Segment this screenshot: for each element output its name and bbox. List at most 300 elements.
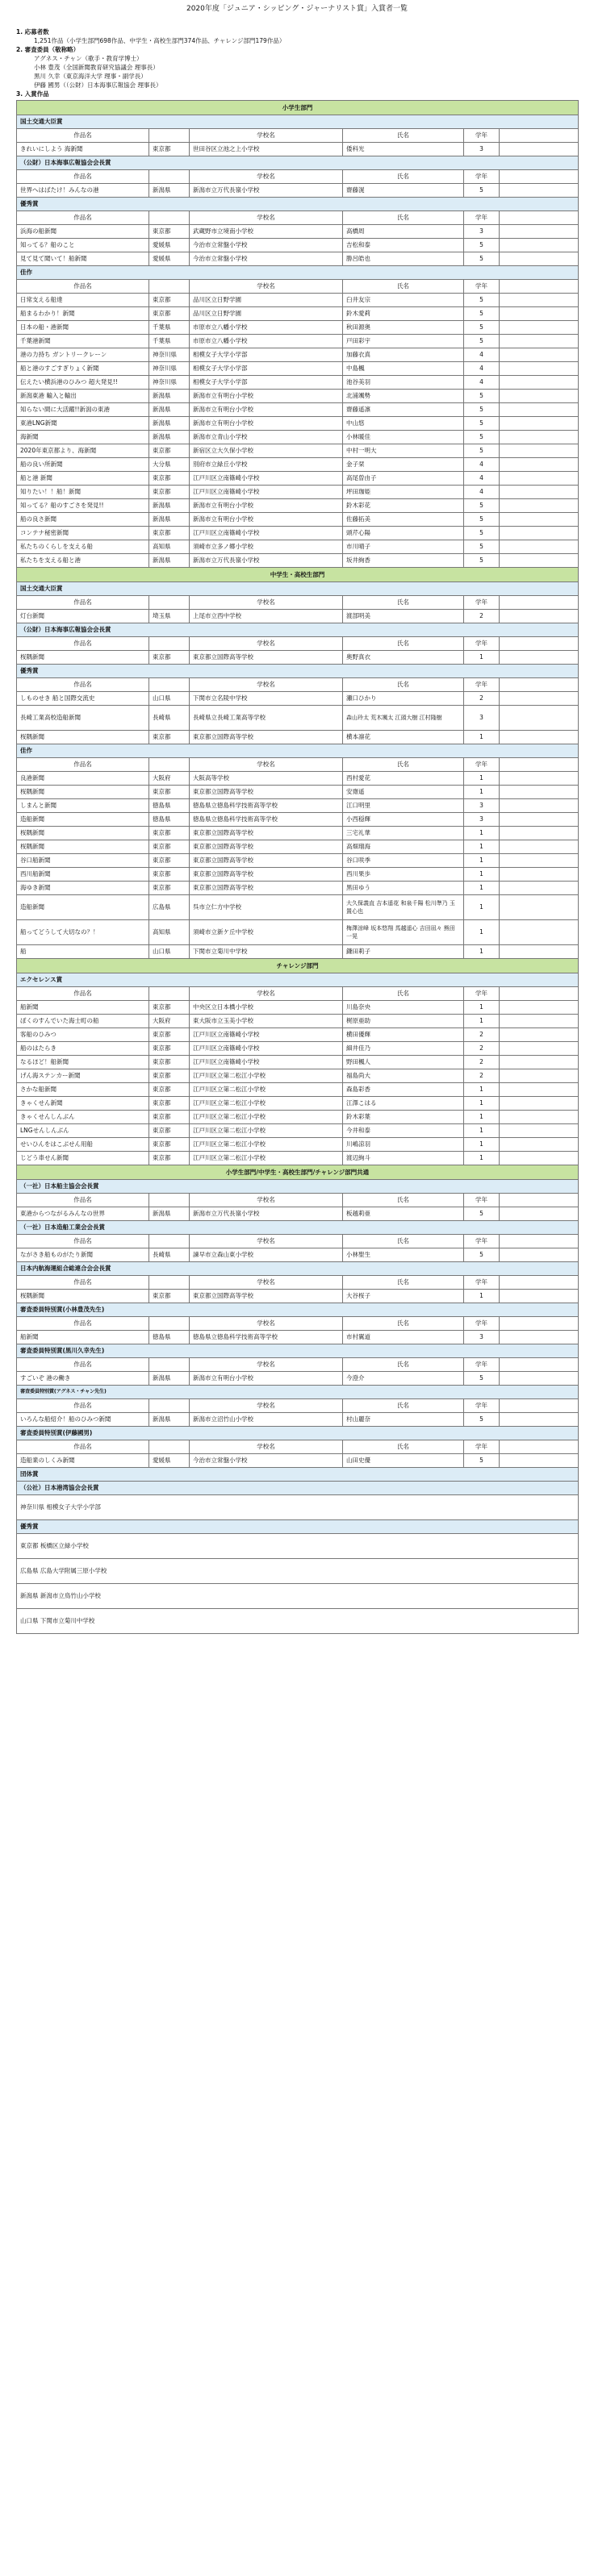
prefecture: 長崎県 <box>149 706 190 731</box>
grade: 5 <box>464 403 500 417</box>
division-title: 小学生部門 <box>17 101 579 115</box>
header-work: 作品名 <box>17 1399 149 1413</box>
student-name: 中山悠 <box>343 417 464 431</box>
entry-row <box>17 854 579 868</box>
prize-header-row <box>17 623 579 637</box>
blank-cell <box>500 376 579 390</box>
prefecture: 東京都 <box>149 1152 190 1165</box>
blank-cell <box>500 706 579 731</box>
grade: 2 <box>464 1069 500 1083</box>
grade: 4 <box>464 362 500 376</box>
column-header-row <box>17 637 579 651</box>
blank-cell <box>500 499 579 513</box>
header-name: 氏名 <box>343 129 464 143</box>
work-title: きれいにしよう 海新聞 <box>17 143 149 156</box>
grade: 1 <box>464 1001 500 1015</box>
column-header-row <box>17 170 579 184</box>
prefecture: 新潟県 <box>149 513 190 527</box>
school-name: 江戸川区立第二松江小学校 <box>190 1138 343 1152</box>
prefecture: 大阪府 <box>149 772 190 786</box>
blank-cell <box>500 1028 579 1042</box>
student-name: 野田楓人 <box>343 1056 464 1069</box>
header-grade: 学年 <box>464 129 500 143</box>
school-name: 江戸川区立第二松江小学校 <box>190 1111 343 1124</box>
header-name: 氏名 <box>343 1194 464 1207</box>
winners-table <box>16 100 579 1634</box>
blank-cell <box>500 540 579 554</box>
blank-cell <box>500 321 579 335</box>
grade: 1 <box>464 854 500 868</box>
division-title: チャレンジ部門 <box>17 959 579 973</box>
column-header-row <box>17 758 579 772</box>
entry-row <box>17 692 579 706</box>
blank-cell <box>500 882 579 895</box>
prize-title: （一社）日本船主協会会長賞 <box>17 1180 579 1194</box>
header-blank <box>500 987 579 1001</box>
prize-title: （公財）日本海事広報協会会長賞 <box>17 623 579 637</box>
student-name: 細井佳乃 <box>343 1042 464 1056</box>
entry-row <box>17 527 579 540</box>
school-name: 武蔵野市立境南小学校 <box>190 225 343 239</box>
student-name: 江澤こはる <box>343 1097 464 1111</box>
grade: 4 <box>464 472 500 486</box>
grade: 3 <box>464 706 500 731</box>
school-name: 上尾市立西中学校 <box>190 610 343 623</box>
blank-cell <box>500 1413 579 1427</box>
header-grade: 学年 <box>464 596 500 610</box>
group-entry-row <box>17 1559 579 1584</box>
prefecture: 新潟県 <box>149 390 190 403</box>
blank-cell <box>500 390 579 403</box>
header-name: 氏名 <box>343 1440 464 1454</box>
header-blank <box>500 1358 579 1372</box>
header-prefecture <box>149 1317 190 1331</box>
blank-cell <box>500 945 579 959</box>
school-name: 東京都立国際高等学校 <box>190 854 343 868</box>
student-name: 中島楓 <box>343 362 464 376</box>
header-grade: 学年 <box>464 1235 500 1248</box>
header-work: 作品名 <box>17 1276 149 1290</box>
prize-title: 国土交通大臣賞 <box>17 582 579 596</box>
grade: 5 <box>464 554 500 568</box>
prize-header-row <box>17 156 579 170</box>
entry-row <box>17 1001 579 1015</box>
header-blank <box>500 1317 579 1331</box>
student-name: 北浦颯勢 <box>343 390 464 403</box>
work-title: 桜隅新聞 <box>17 731 149 744</box>
school-name: 新潟市立有明台小学校 <box>190 417 343 431</box>
header-school: 学校名 <box>190 1194 343 1207</box>
school-name: 中央区立日本橋小学校 <box>190 1001 343 1015</box>
work-title: きゃくせんしんぶん <box>17 1111 149 1124</box>
entry-row <box>17 458 579 472</box>
blank-cell <box>500 840 579 854</box>
prize-title: 審査委員特別賞(アグネス・チャン先生) <box>17 1386 579 1399</box>
school-name: 江戸川区立南篠崎小学校 <box>190 527 343 540</box>
school-name: 東京都立国際高等学校 <box>190 840 343 854</box>
entry-row <box>17 1056 579 1069</box>
student-name: 高橋周 <box>343 225 464 239</box>
header-grade: 学年 <box>464 637 500 651</box>
header-name: 氏名 <box>343 596 464 610</box>
prize-header-row <box>17 744 579 758</box>
blank-cell <box>500 920 579 945</box>
prize-header-row <box>17 1221 579 1235</box>
entry-row <box>17 1290 579 1303</box>
entry-row <box>17 143 579 156</box>
school-name: 東京都立国際高等学校 <box>190 1290 343 1303</box>
prefecture: 東京都 <box>149 1069 190 1083</box>
blank-cell <box>500 854 579 868</box>
group-award-header-row <box>17 1468 579 1482</box>
header-name: 氏名 <box>343 170 464 184</box>
entry-row <box>17 307 579 321</box>
school-name: 相模女子大学小学部 <box>190 376 343 390</box>
school-name: 新潟市立万代長嶺小学校 <box>190 1207 343 1221</box>
prefecture: 東京都 <box>149 731 190 744</box>
entry-row <box>17 239 579 252</box>
school-name: 大阪高等学校 <box>190 772 343 786</box>
school-name: 東京都立国際高等学校 <box>190 651 343 665</box>
entry-row <box>17 499 579 513</box>
prize-header-row <box>17 973 579 987</box>
prize-header-row <box>17 1427 579 1440</box>
entry-row <box>17 444 579 458</box>
student-name: 今澄介 <box>343 1372 464 1386</box>
prefecture: 東京都 <box>149 1028 190 1042</box>
work-title: せいひんをはこぶせん用船 <box>17 1138 149 1152</box>
prize-header-row <box>17 198 579 211</box>
work-title: 海新聞 <box>17 431 149 444</box>
prefecture: 山口県 <box>149 945 190 959</box>
prefecture: 新潟県 <box>149 499 190 513</box>
header-grade: 学年 <box>464 170 500 184</box>
header-name: 氏名 <box>343 1235 464 1248</box>
prize-title: 日本内航海運組合総連合会会長賞 <box>17 1262 579 1276</box>
entry-row <box>17 868 579 882</box>
prefecture: 愛媛県 <box>149 239 190 252</box>
blank-cell <box>500 1331 579 1344</box>
work-title: 2020年東京都より、海新聞 <box>17 444 149 458</box>
work-title: 灯台新聞 <box>17 610 149 623</box>
prefecture: 長崎県 <box>149 1248 190 1262</box>
header-blank <box>500 678 579 692</box>
blank-cell <box>500 692 579 706</box>
student-name: 市川晴子 <box>343 540 464 554</box>
prefecture: 東京都 <box>149 1138 190 1152</box>
prize-header-row <box>17 266 579 280</box>
division-title: 中学生・高校生部門 <box>17 568 579 582</box>
column-header-row <box>17 678 579 692</box>
header-work: 作品名 <box>17 1194 149 1207</box>
grade: 1 <box>464 1097 500 1111</box>
blank-cell <box>500 225 579 239</box>
student-name: 村山麗奈 <box>343 1413 464 1427</box>
blank-cell <box>500 362 579 376</box>
work-title: 知ってる？船のすごさを発見!! <box>17 499 149 513</box>
work-title: コンテナ秘密新聞 <box>17 527 149 540</box>
blank-cell <box>500 1042 579 1056</box>
work-title: 知りたい！！船！新聞 <box>17 486 149 499</box>
entry-row <box>17 417 579 431</box>
grade: 3 <box>464 143 500 156</box>
header-school: 学校名 <box>190 1358 343 1372</box>
column-header-row <box>17 1194 579 1207</box>
judge-role: （歌手・教育学博士） <box>82 55 143 62</box>
school-name: 江戸川区立第二松江小学校 <box>190 1083 343 1097</box>
column-header-row <box>17 1440 579 1454</box>
student-name: 齋藤滉 <box>343 184 464 198</box>
prize-title: 佳作 <box>17 266 579 280</box>
work-title: 海ゆき新聞 <box>17 882 149 895</box>
header-school: 学校名 <box>190 596 343 610</box>
work-title: 桜隅新聞 <box>17 840 149 854</box>
blank-cell <box>500 1111 579 1124</box>
group-name: 東京都 板橋区立緑小学校 <box>17 1534 579 1559</box>
student-name: 坪田珈姫 <box>343 486 464 499</box>
group-name: 神奈川県 相模女子大学小学部 <box>17 1495 579 1520</box>
entry-row <box>17 1454 579 1468</box>
blank-cell <box>500 1290 579 1303</box>
entry-row <box>17 390 579 403</box>
school-name: 新潟市立万代長嶺小学校 <box>190 184 343 198</box>
header-prefecture <box>149 596 190 610</box>
blank-cell <box>500 472 579 486</box>
prefecture: 新潟県 <box>149 1413 190 1427</box>
entry-row <box>17 772 579 786</box>
student-name: 梅澤涼峰 坂本悠翔 馬越遥心 吉田凪々 熊田一晃 <box>343 920 464 945</box>
prize-title: 佳作 <box>17 744 579 758</box>
grade: 5 <box>464 527 500 540</box>
prefecture: 東京都 <box>149 854 190 868</box>
grade: 1 <box>464 840 500 854</box>
winners-table-body <box>17 101 579 1634</box>
blank-cell <box>500 458 579 472</box>
header-prefecture <box>149 170 190 184</box>
work-title: 船の良い所新聞 <box>17 458 149 472</box>
student-name: 金子栞 <box>343 458 464 472</box>
header-name: 氏名 <box>343 1399 464 1413</box>
grade: 1 <box>464 731 500 744</box>
school-name: 諫早市立森山東小学校 <box>190 1248 343 1262</box>
prize-header-row <box>17 1180 579 1194</box>
blank-cell <box>500 486 579 499</box>
entry-row <box>17 540 579 554</box>
work-title: 港の力持ち ガントリークレーン <box>17 348 149 362</box>
judge-item <box>34 63 578 72</box>
prize-header-row <box>17 582 579 596</box>
work-title: なるほど！船新聞 <box>17 1056 149 1069</box>
header-work: 作品名 <box>17 170 149 184</box>
blank-cell <box>500 1152 579 1165</box>
column-header-row <box>17 1276 579 1290</box>
student-name: 戸田彩宇 <box>343 335 464 348</box>
entry-row <box>17 610 579 623</box>
entry-row <box>17 1331 579 1344</box>
grade: 5 <box>464 294 500 307</box>
entry-row <box>17 362 579 376</box>
blank-cell <box>500 731 579 744</box>
school-name: 新潟市立有明台小学校 <box>190 390 343 403</box>
entry-row <box>17 321 579 335</box>
header-blank <box>500 170 579 184</box>
work-title: 客船のひみつ <box>17 1028 149 1042</box>
school-name: 江戸川区立南篠崎小学校 <box>190 1056 343 1069</box>
blank-cell <box>500 813 579 827</box>
group-name: 広島県 広島大学附属三原小学校 <box>17 1559 579 1584</box>
header-school: 学校名 <box>190 1276 343 1290</box>
column-header-row <box>17 987 579 1001</box>
entry-row <box>17 376 579 390</box>
school-name: 東大阪市立玉美小学校 <box>190 1015 343 1028</box>
student-name: 小林暖佳 <box>343 431 464 444</box>
prize-title: 審査委員特別賞(黒川久幸先生) <box>17 1344 579 1358</box>
work-title: 東港LNG新聞 <box>17 417 149 431</box>
prefecture: 徳島県 <box>149 799 190 813</box>
prefecture: 東京都 <box>149 143 190 156</box>
blank-cell <box>500 335 579 348</box>
grade: 1 <box>464 945 500 959</box>
entry-row <box>17 1372 579 1386</box>
blank-cell <box>500 1015 579 1028</box>
school-name: 新潟市立有明台小学校 <box>190 513 343 527</box>
judge-name: 小林 豊茂 <box>34 64 61 71</box>
header-school: 学校名 <box>190 211 343 225</box>
judge-item <box>34 81 578 90</box>
header-name: 氏名 <box>343 1358 464 1372</box>
blank-cell <box>500 143 579 156</box>
student-name: 奥野真衣 <box>343 651 464 665</box>
school-name: 江戸川区立南篠崎小学校 <box>190 1042 343 1056</box>
school-name: 新潟市立有明台小学校 <box>190 1372 343 1386</box>
work-title: 造船新聞 <box>17 895 149 920</box>
work-title: 千葉港新聞 <box>17 335 149 348</box>
prize-header-row <box>17 1303 579 1317</box>
prefecture: 東京都 <box>149 472 190 486</box>
work-title: しものせき 船と国際交流史 <box>17 692 149 706</box>
grade: 1 <box>464 868 500 882</box>
group-award-title: 団体賞 <box>17 1468 579 1482</box>
header-work: 作品名 <box>17 758 149 772</box>
school-name: 新潟市立万代長嶺小学校 <box>190 554 343 568</box>
prefecture: 新潟県 <box>149 403 190 417</box>
student-name: 川島奈央 <box>343 1001 464 1015</box>
school-name: 今治市立常盤小学校 <box>190 239 343 252</box>
work-title: きゃくせん新聞 <box>17 1097 149 1111</box>
grade: 4 <box>464 458 500 472</box>
grade: 3 <box>464 1331 500 1344</box>
judge-name: 伊藤 國男 <box>34 81 61 89</box>
student-name: 大久保義直 吉本遥花 和泉千陽 松川準乃 玉置心也 <box>343 895 464 920</box>
prefecture: 東京都 <box>149 1001 190 1015</box>
school-name: 別府市立緑丘小学校 <box>190 458 343 472</box>
prize-title: 優秀賞 <box>17 665 579 678</box>
grade: 2 <box>464 1056 500 1069</box>
header-school: 学校名 <box>190 1399 343 1413</box>
work-title: すごいぞ 港の働き <box>17 1372 149 1386</box>
header-prefecture <box>149 987 190 1001</box>
prefecture: 高知県 <box>149 920 190 945</box>
blank-cell <box>500 1001 579 1015</box>
work-title: 船と港 新聞 <box>17 472 149 486</box>
division-title: 小学生部門/中学生・高校生部門/チャレンジ部門共通 <box>17 1165 579 1180</box>
prefecture: 神奈川県 <box>149 362 190 376</box>
student-name: 瀬口ひかり <box>343 692 464 706</box>
work-title: 良港新聞 <box>17 772 149 786</box>
blank-cell <box>500 431 579 444</box>
student-name: 梶原亜助 <box>343 1015 464 1028</box>
intro-section <box>16 27 578 98</box>
student-name: 秋田源奥 <box>343 321 464 335</box>
entry-row <box>17 1124 579 1138</box>
work-title: ぼくのすんでいた海士町の船 <box>17 1015 149 1028</box>
entry-row <box>17 554 579 568</box>
grade: 3 <box>464 799 500 813</box>
school-name: 東京都立国際高等学校 <box>190 786 343 799</box>
entry-row <box>17 1042 579 1056</box>
work-title: さかな船新聞 <box>17 1083 149 1097</box>
work-title: 桜隅新聞 <box>17 651 149 665</box>
entry-row <box>17 731 579 744</box>
column-header-row <box>17 1399 579 1413</box>
blank-cell <box>500 786 579 799</box>
school-name: 東京都立国際高等学校 <box>190 731 343 744</box>
column-header-row <box>17 596 579 610</box>
prefecture: 神奈川県 <box>149 376 190 390</box>
student-name: 鎌田莉子 <box>343 945 464 959</box>
student-name: 渡部明美 <box>343 610 464 623</box>
work-title: 東港からつながるみんなの世界 <box>17 1207 149 1221</box>
judge-item <box>34 72 578 81</box>
header-blank <box>500 211 579 225</box>
grade: 5 <box>464 1207 500 1221</box>
division-header-row <box>17 959 579 973</box>
header-school: 学校名 <box>190 1235 343 1248</box>
entry-row <box>17 840 579 854</box>
school-name: 品川区立日野学園 <box>190 307 343 321</box>
entry-row <box>17 706 579 731</box>
work-title: いろんな船紹介！船のひみつ新聞 <box>17 1413 149 1427</box>
school-name: 江戸川区立第二松江小学校 <box>190 1152 343 1165</box>
work-title: 日本の船・港新聞 <box>17 321 149 335</box>
grade: 1 <box>464 920 500 945</box>
school-name: 市原市立八幡小学校 <box>190 335 343 348</box>
winners-heading: 3. 入賞作品 <box>16 90 49 98</box>
prefecture: 埼玉県 <box>149 610 190 623</box>
header-work: 作品名 <box>17 211 149 225</box>
prefecture: 大分県 <box>149 458 190 472</box>
work-title: 造船新聞 <box>17 813 149 827</box>
school-name: 徳島県立徳島科学技術高等学校 <box>190 799 343 813</box>
header-name: 氏名 <box>343 987 464 1001</box>
column-header-row <box>17 129 579 143</box>
entry-row <box>17 1413 579 1427</box>
header-school: 学校名 <box>190 678 343 692</box>
student-name: 佐藤拓美 <box>343 513 464 527</box>
grade: 5 <box>464 499 500 513</box>
prize-title: 審査委員特別賞(小林豊茂先生) <box>17 1303 579 1317</box>
group-entry-row <box>17 1534 579 1559</box>
work-title: 西川船新聞 <box>17 868 149 882</box>
grade: 5 <box>464 239 500 252</box>
prefecture: 新潟県 <box>149 184 190 198</box>
prefecture: 東京都 <box>149 307 190 321</box>
school-name: 長崎県立長崎工業高等学校 <box>190 706 343 731</box>
grade: 2 <box>464 1028 500 1042</box>
work-title: 知らない間に大活躍!!新潟の東港 <box>17 403 149 417</box>
prize-header-row <box>17 1520 579 1534</box>
prefecture: 新潟県 <box>149 417 190 431</box>
